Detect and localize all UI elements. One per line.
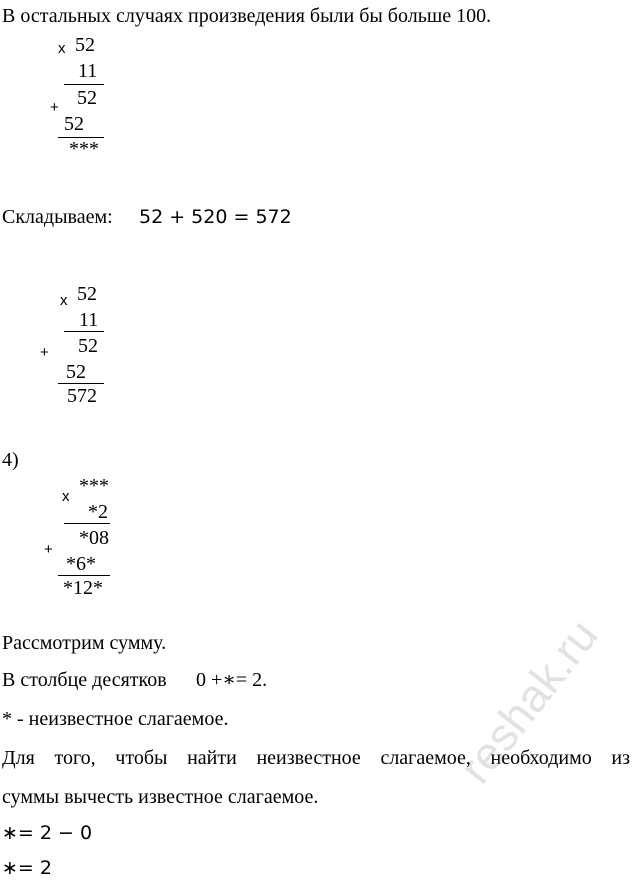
tens-column-label: В столбце десятков [2, 669, 167, 691]
tens-column-expression: 0 +∗= 2. [196, 669, 268, 691]
plus-sign: + [40, 344, 49, 361]
watermark-logo: reshak.ru [448, 609, 608, 793]
rule-text-line-2: суммы вычесть известное слагаемое. [2, 786, 319, 808]
partial-product-2: 52 [66, 361, 86, 383]
line-under-factors [64, 523, 110, 524]
partial-product-1: *08 [79, 527, 109, 549]
line-under-partials [58, 575, 110, 576]
product-result: *12* [63, 577, 103, 599]
line-under-partials [58, 383, 104, 384]
multiply-sign: x [60, 292, 68, 309]
consider-sum-text: Рассмотрим сумму. [2, 632, 167, 654]
product-result: 572 [67, 385, 97, 407]
multiply-sign: x [58, 40, 66, 57]
factor-1: 52 [77, 283, 97, 305]
item-number: 4) [2, 449, 19, 471]
factor-2: 11 [79, 309, 99, 331]
partial-product-2: *6* [66, 553, 96, 575]
line-under-factors [64, 331, 104, 332]
equation-2: ∗= 2 [2, 857, 52, 879]
partial-product-1: 52 [77, 87, 97, 109]
product-result: *** [69, 138, 99, 160]
unknown-addend-text: * - неизвестное слагаемое. [2, 708, 229, 730]
line-under-factors [64, 84, 104, 85]
equation-1: ∗= 2 − 0 [2, 822, 93, 844]
factor-1: *** [79, 475, 109, 497]
factor-2: 11 [78, 60, 98, 82]
plus-sign: + [44, 541, 53, 558]
plus-sign: + [50, 99, 59, 116]
partial-product-1: 52 [78, 335, 98, 357]
factor-2: *2 [88, 501, 108, 523]
intro-line: В остальных случаях произведения были бы больше 100. [2, 5, 492, 27]
rule-text-line-1: Для того, чтобы найти неизвестное слагаемое, необходимо из [2, 747, 630, 769]
factor-1: 52 [75, 34, 95, 56]
partial-product-2: 52 [64, 113, 84, 135]
sum-label: Складываем: [2, 206, 113, 228]
multiply-sign: x [62, 488, 70, 505]
sum-expression: 52 + 520 = 572 [139, 206, 292, 228]
